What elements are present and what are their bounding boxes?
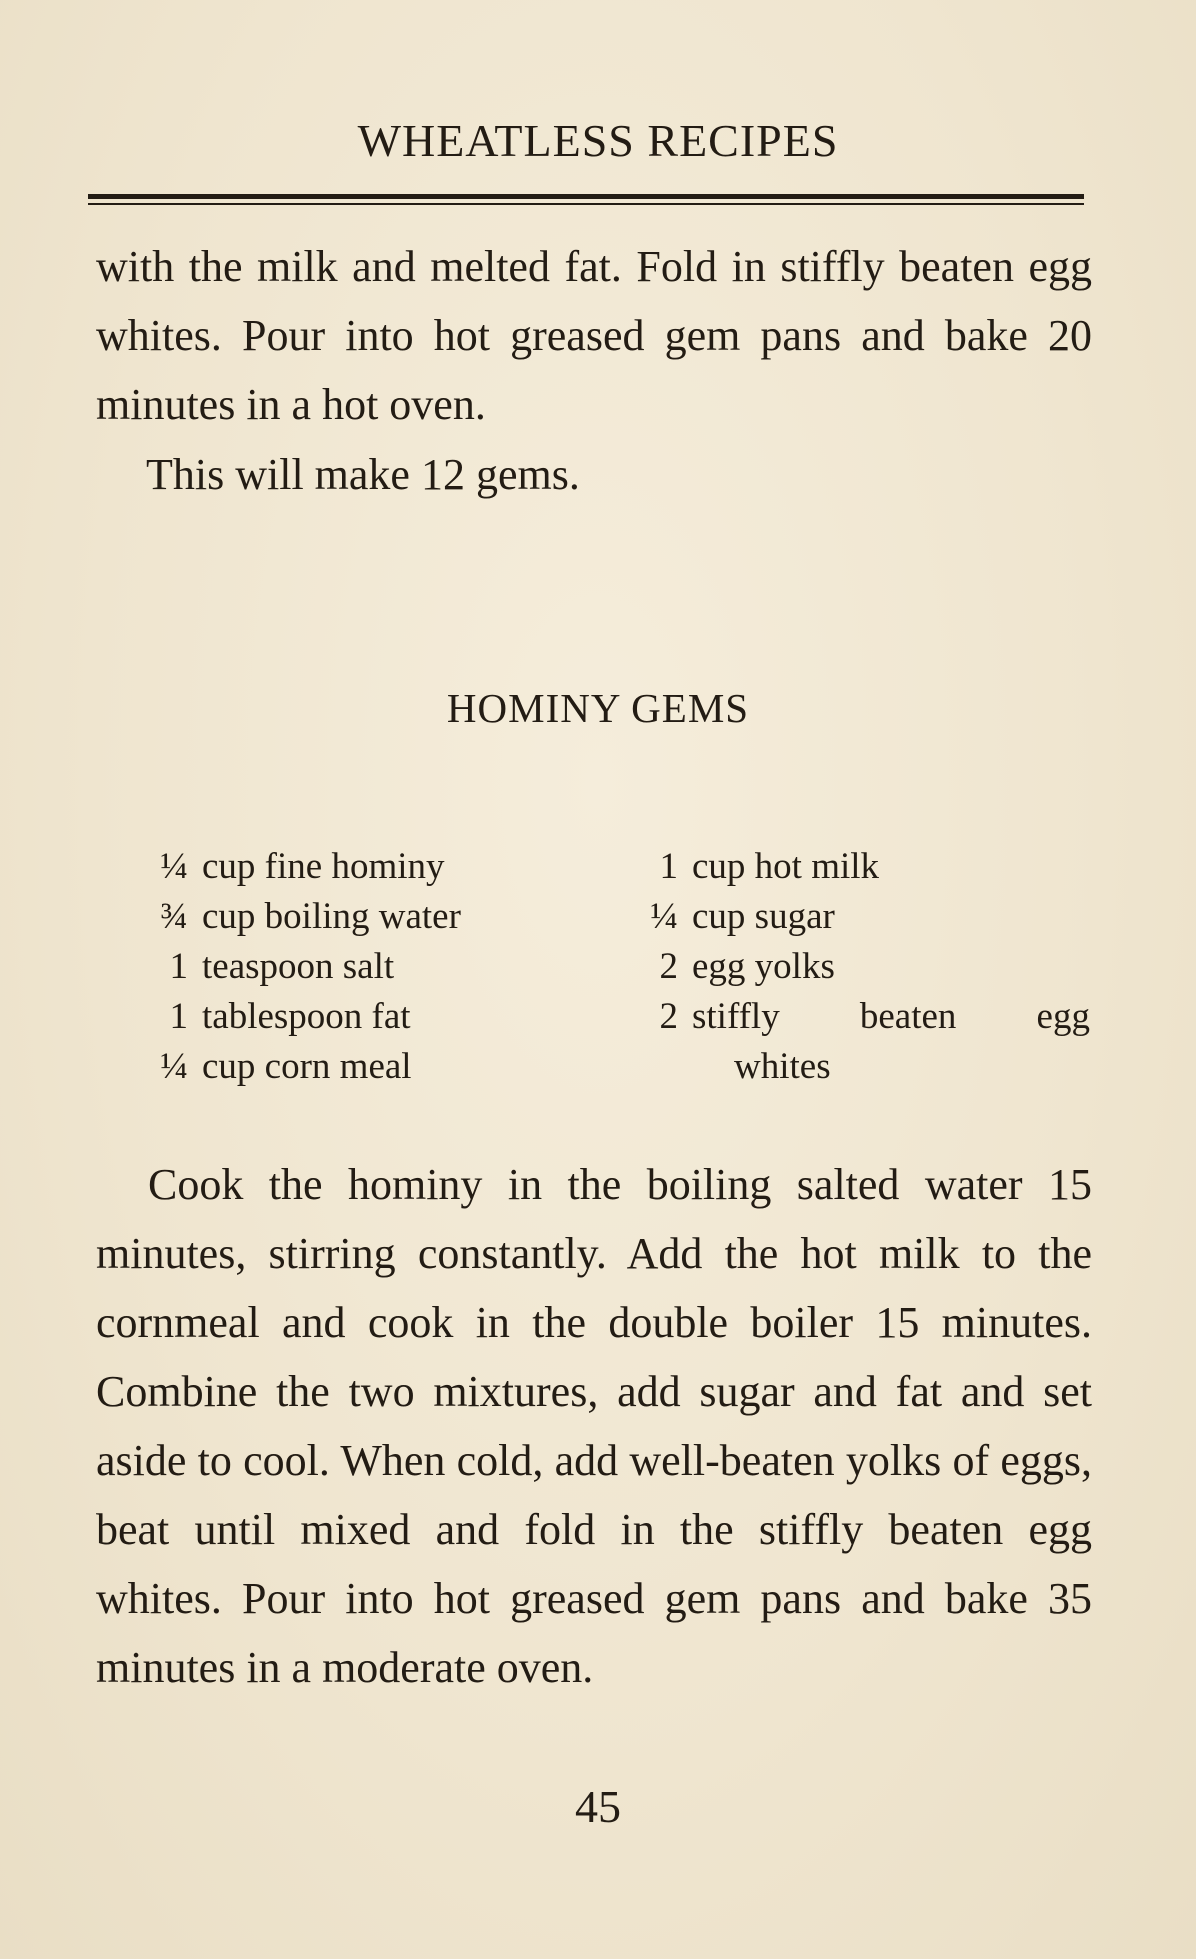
ingredient-item: cup fine hominy	[202, 846, 445, 887]
ingredient-quantity: ¼	[650, 896, 678, 937]
ingredient-quantity: 1	[659, 846, 678, 887]
ingredient-row	[640, 842, 1100, 892]
ingredient-item: tablespoon fat	[202, 996, 411, 1037]
ingredient-word: stiffly	[692, 996, 780, 1037]
ingredient-word: beaten	[859, 996, 957, 1037]
ingredient-quantity: ¼	[160, 846, 188, 887]
ingredients-left-column	[140, 842, 461, 1092]
ingredient-word: egg	[1036, 996, 1090, 1037]
yield-line: This will make 12 gems.	[146, 450, 580, 499]
ingredient-quantity: 2	[659, 996, 678, 1037]
continued-paragraph: with the milk and melted fat. Fold in stiffly beaten egg whites. Pour into hot greased gem pans and bake 20 minutes in a hot oven.	[96, 242, 1092, 429]
ingredient-item: whites	[734, 1046, 831, 1087]
ingredient-quantity: ¼	[160, 1046, 188, 1087]
page-number: 45	[575, 1781, 621, 1832]
ingredient-row	[640, 892, 1100, 942]
running-head: WHEATLESS RECIPES	[357, 115, 839, 166]
header-rule-thick	[88, 194, 1084, 199]
ingredient-quantity: 2	[659, 946, 678, 987]
recipe-title: HOMINY GEMS	[446, 685, 750, 731]
ingredient-row	[640, 942, 1100, 992]
ingredient-row	[140, 842, 461, 892]
ingredient-row	[140, 992, 461, 1042]
ingredient-row	[140, 942, 461, 992]
ingredient-row	[640, 992, 1100, 1042]
ingredient-row	[140, 1042, 461, 1092]
ingredient-item: cup sugar	[692, 896, 835, 937]
header-rule-thin	[88, 203, 1084, 205]
ingredient-row-continuation	[640, 1042, 1100, 1092]
ingredient-quantity: ¾	[160, 896, 188, 937]
method-paragraph: Cook the hominy in the boiling salted water 15 minutes, stirring constantly. Add the hot milk to the cornmeal and cook in the double boiler 15 minutes. Combine the two mixtures, add sugar and fat and set aside to cool. When cold, add well-beaten yolks of eggs, beat until mixed and fold in the stiffly beaten egg whites. Pour into hot greased gem pans and bake 35 minutes in a moderate oven.	[96, 1160, 1092, 1692]
header-double-rule	[88, 194, 1084, 208]
ingredient-item	[692, 992, 1090, 1042]
ingredient-quantity: 1	[169, 996, 188, 1037]
ingredient-item: cup boiling water	[202, 896, 461, 937]
ingredient-quantity: 1	[169, 946, 188, 987]
ingredient-item: cup hot milk	[692, 846, 880, 887]
ingredient-row	[140, 892, 461, 942]
ingredients-right-column	[640, 842, 1100, 1092]
ingredient-item: teaspoon salt	[202, 946, 395, 987]
ingredient-item: cup corn meal	[202, 1046, 412, 1087]
ingredient-item: egg yolks	[692, 946, 835, 987]
